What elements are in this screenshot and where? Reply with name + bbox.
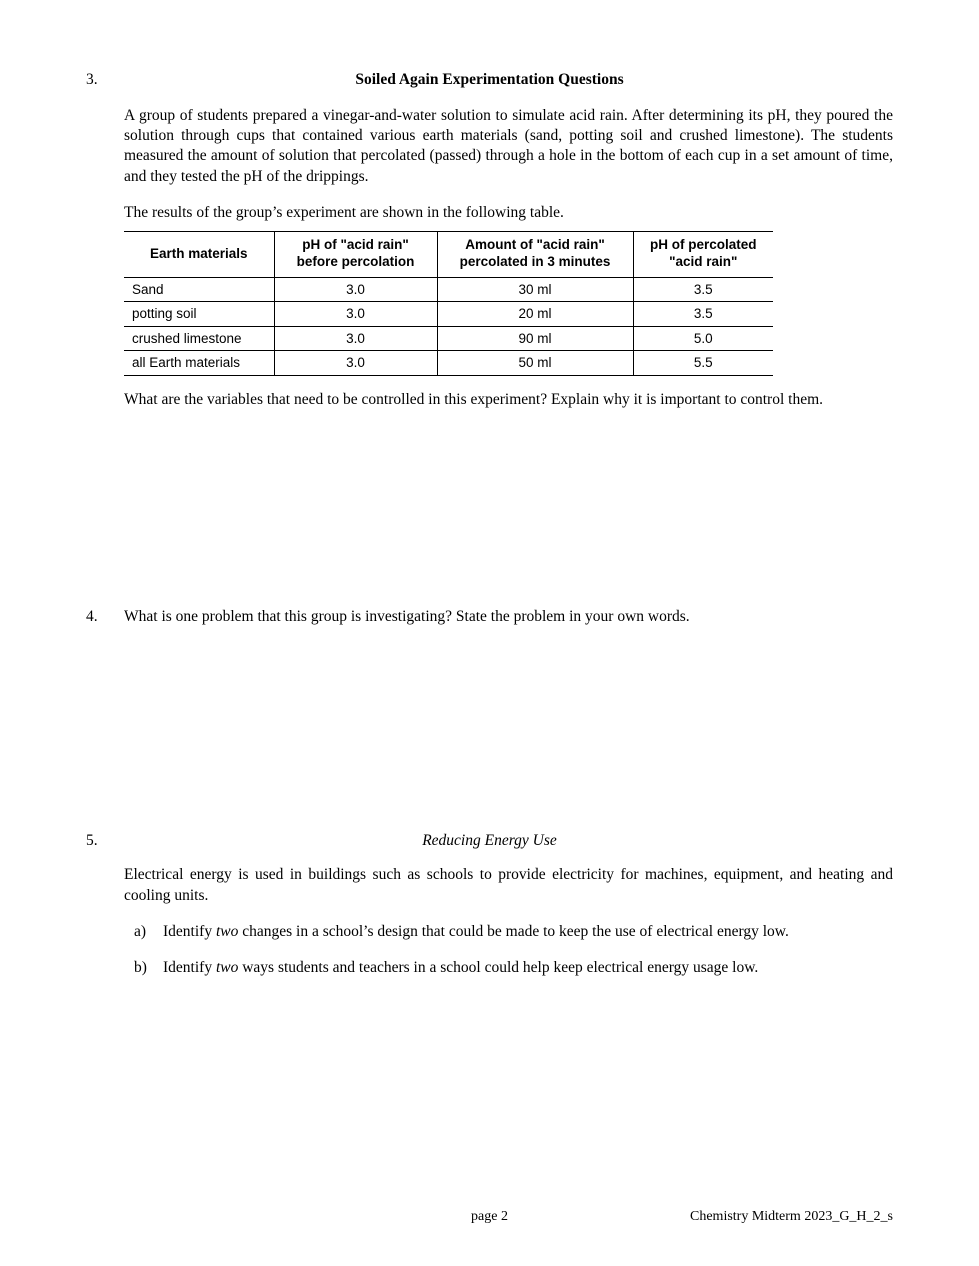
question-5a-post: changes in a school’s design that could be made to keep the use of electrical energy low. xyxy=(238,922,789,940)
cell-ph-after: 5.0 xyxy=(633,326,773,351)
question-5b-label: b) xyxy=(134,958,147,976)
footer-page-number: page 2 xyxy=(471,1208,508,1224)
results-table-header xyxy=(124,231,773,277)
cell-ph-after: 3.5 xyxy=(633,302,773,327)
question-4-body xyxy=(124,607,893,643)
cell-material: all Earth materials xyxy=(124,351,274,376)
table-row xyxy=(124,326,773,351)
question-3-paragraph-1: A group of students prepared a vinegar-and-water solution to simulate acid rain. After determining its pH, they poured the solution through cups that contained various earth materials (sand, potting soil and crushed limestone). The students measured the amount of solution that percolated (passed) through a hole in the bottom of each cup in a set amount of time, and they tested the pH of the drippings. xyxy=(124,107,893,185)
answer-space-q4 xyxy=(86,643,893,831)
question-3-title: Soiled Again Experimentation Questions xyxy=(355,71,624,88)
question-5-title: Reducing Energy Use xyxy=(422,832,557,850)
question-5b-post: ways students and teachers in a school could help keep electrical energy usage low. xyxy=(238,958,759,976)
page-footer xyxy=(86,1208,893,1226)
question-5a-label: a) xyxy=(134,922,147,940)
question-4-number: 4. xyxy=(86,608,98,626)
table-row xyxy=(124,302,773,327)
question-5b xyxy=(134,958,893,978)
cell-ph-after: 3.5 xyxy=(633,277,773,302)
results-table xyxy=(124,231,773,376)
question-3-body xyxy=(124,70,893,410)
question-3 xyxy=(86,70,893,410)
question-5a-emphasis: two xyxy=(215,922,239,940)
question-5-number: 5. xyxy=(86,832,98,850)
question-5-paragraph: Electrical energy is used in buildings such as schools to provide electricity for machines, equipment, and heating and cooling units. xyxy=(124,866,893,904)
header-earth-materials: Earth materials xyxy=(124,231,274,277)
question-5a-pre: Identify xyxy=(163,922,216,940)
question-3-paragraph-2: The results of the group’s experiment are shown in the following table. xyxy=(124,203,564,221)
cell-material: potting soil xyxy=(124,302,274,327)
cell-amount: 30 ml xyxy=(437,277,633,302)
question-3-number: 3. xyxy=(86,71,98,88)
question-5b-text xyxy=(163,958,893,978)
question-5b-pre: Identify xyxy=(163,958,216,976)
question-5b-emphasis: two xyxy=(215,958,239,976)
header-ph-before: pH of "acid rain" before percolation xyxy=(274,231,437,277)
footer-document-label: Chemistry Midterm 2023_G_H_2_s xyxy=(690,1208,893,1224)
table-header-row xyxy=(124,231,773,277)
question-4-prompt: What is one problem that this group is investigating? State the problem in your own words. xyxy=(124,608,690,626)
question-5a xyxy=(134,922,893,942)
cell-material: Sand xyxy=(124,277,274,302)
table-row xyxy=(124,351,773,376)
answer-space-q3 xyxy=(86,410,893,607)
question-3-prompt: What are the variables that need to be controlled in this experiment? Explain why it is important to control them. xyxy=(124,391,824,409)
cell-material: crushed limestone xyxy=(124,326,274,351)
cell-ph-after: 5.5 xyxy=(633,351,773,376)
header-amount-percolated: Amount of "acid rain" percolated in 3 minutes xyxy=(437,231,633,277)
question-5-body xyxy=(124,831,893,994)
question-5a-text xyxy=(163,922,893,942)
results-table-body xyxy=(124,277,773,375)
cell-ph-before: 3.0 xyxy=(274,326,437,351)
question-5 xyxy=(86,831,893,994)
header-ph-percolated: pH of percolated "acid rain" xyxy=(633,231,773,277)
cell-ph-before: 3.0 xyxy=(274,277,437,302)
question-4 xyxy=(86,607,893,643)
cell-amount: 50 ml xyxy=(437,351,633,376)
table-row xyxy=(124,277,773,302)
cell-amount: 20 ml xyxy=(437,302,633,327)
cell-ph-before: 3.0 xyxy=(274,351,437,376)
cell-ph-before: 3.0 xyxy=(274,302,437,327)
cell-amount: 90 ml xyxy=(437,326,633,351)
